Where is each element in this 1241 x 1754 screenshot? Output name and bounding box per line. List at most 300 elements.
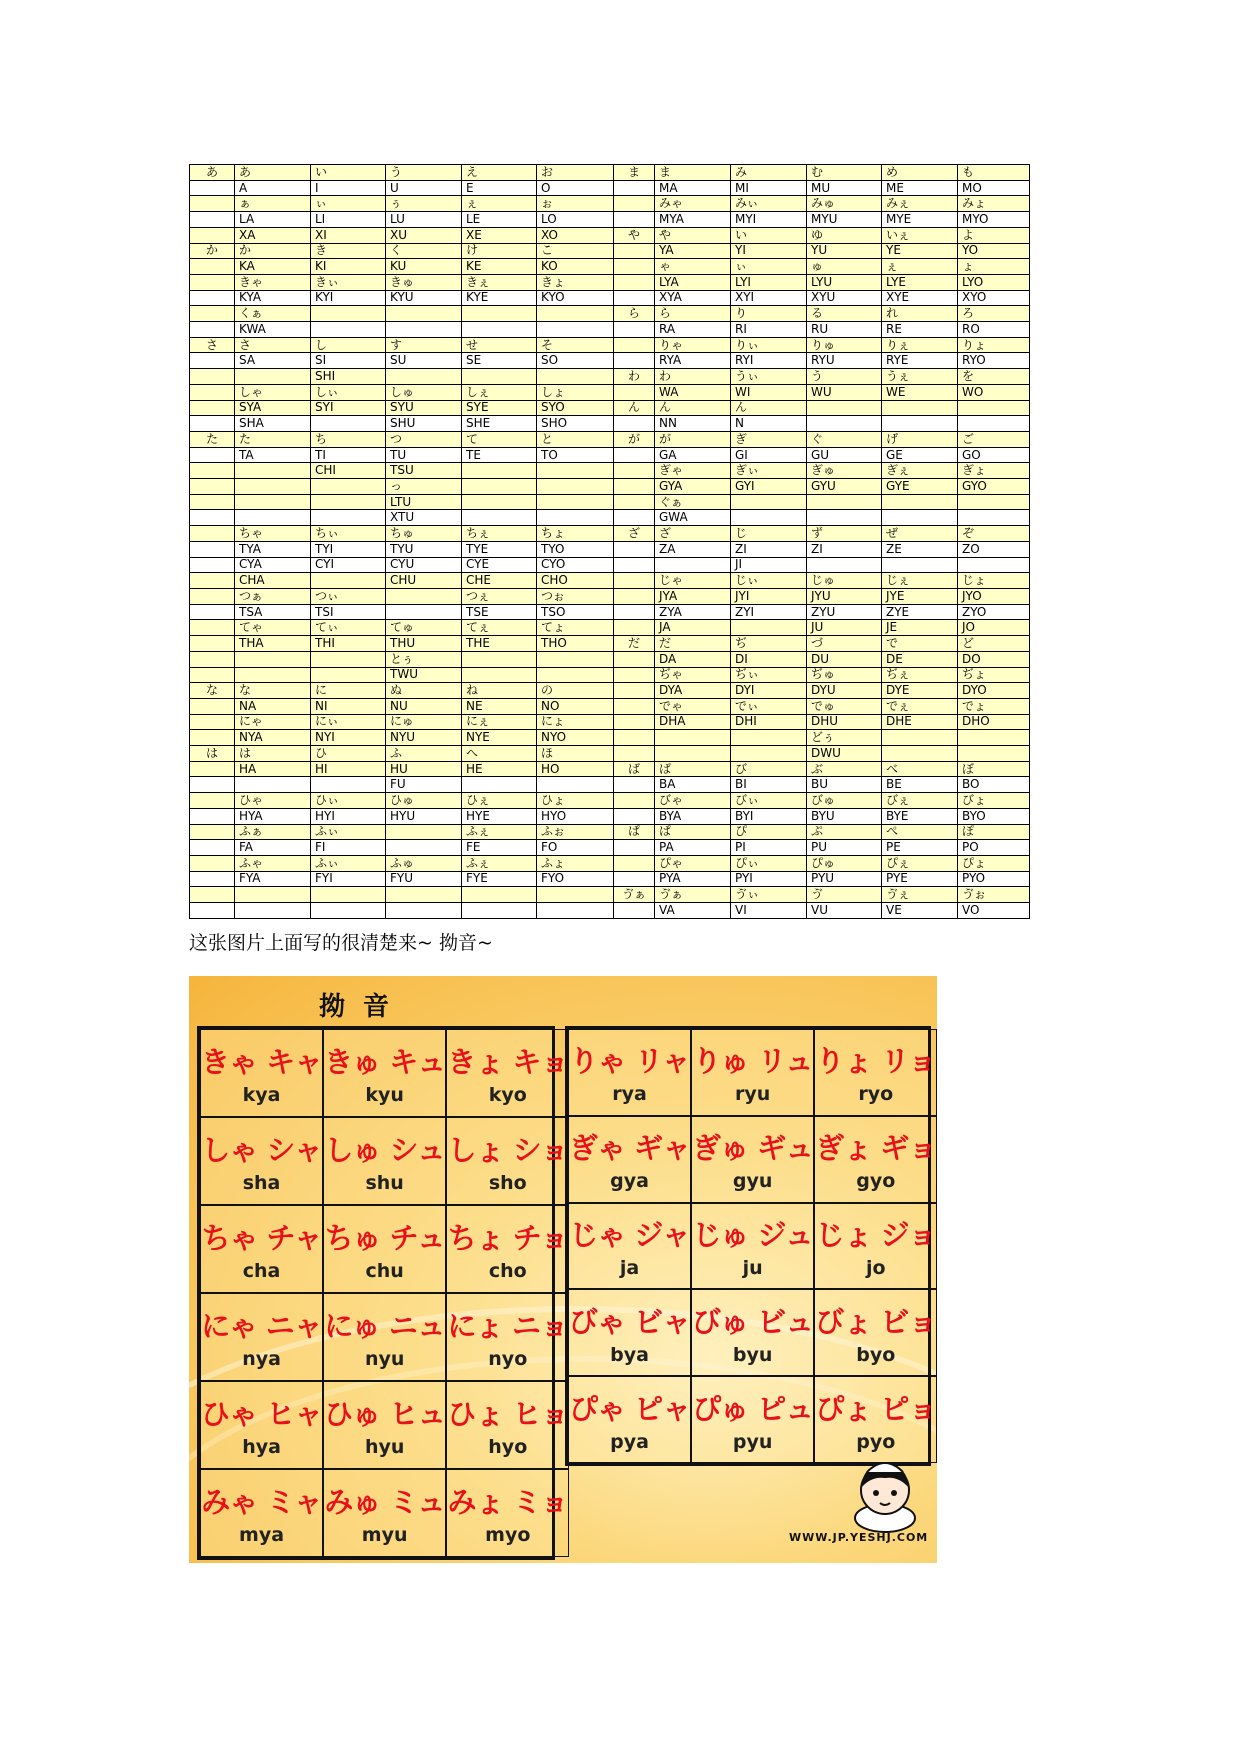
table-cell: XTU	[386, 510, 462, 526]
table-row	[190, 369, 1030, 385]
table-cell	[537, 479, 614, 495]
table-cell: NYU	[386, 730, 462, 746]
table-cell	[235, 887, 311, 903]
table-cell: GO	[958, 447, 1030, 463]
table-cell: ぢぇ	[882, 667, 958, 683]
table-cell: NI	[311, 698, 386, 714]
table-cell: THI	[311, 636, 386, 652]
youon-cell	[323, 1029, 446, 1117]
table-cell: に	[311, 683, 386, 699]
table-row	[190, 212, 1030, 228]
table-cell: せ	[462, 337, 537, 353]
table-cell	[537, 777, 614, 793]
table-cell: SA	[235, 353, 311, 369]
table-cell: KYE	[462, 290, 537, 306]
youon-kana: ひゃ ヒャ	[201, 1397, 323, 1431]
romaji-input-table	[189, 164, 1030, 919]
youon-cell	[200, 1293, 323, 1381]
table-cell: VO	[958, 903, 1030, 919]
row-group-label	[190, 384, 235, 400]
table-cell	[386, 824, 462, 840]
table-cell: ら	[655, 306, 731, 322]
table-cell	[235, 510, 311, 526]
table-cell: XI	[311, 227, 386, 243]
row-group-label	[190, 494, 235, 510]
table-cell: FU	[386, 777, 462, 793]
table-cell: BYI	[731, 808, 807, 824]
table-cell	[311, 494, 386, 510]
row-group-label: や	[614, 227, 655, 243]
table-cell: びゅ	[807, 793, 882, 809]
table-cell: GE	[882, 447, 958, 463]
table-cell: べ	[882, 761, 958, 777]
table-cell: FYE	[462, 871, 537, 887]
table-cell	[386, 887, 462, 903]
table-cell: そ	[537, 337, 614, 353]
table-cell: こ	[537, 243, 614, 259]
row-group-label	[190, 369, 235, 385]
table-cell: BA	[655, 777, 731, 793]
table-cell: N	[731, 416, 807, 432]
table-cell: ぅ	[386, 196, 462, 212]
table-cell: JA	[655, 620, 731, 636]
table-cell: HYA	[235, 808, 311, 824]
table-row	[190, 165, 1030, 181]
youon-cell	[568, 1116, 691, 1203]
table-cell	[882, 557, 958, 573]
table-cell: ゔ	[807, 887, 882, 903]
table-cell: NYE	[462, 730, 537, 746]
table-cell: みゃ	[655, 196, 731, 212]
table-cell: CYU	[386, 557, 462, 573]
table-cell	[386, 306, 462, 322]
row-group-label	[614, 871, 655, 887]
table-cell: にぇ	[462, 714, 537, 730]
row-group-label	[614, 290, 655, 306]
table-cell: SE	[462, 353, 537, 369]
youon-romaji: cho	[488, 1260, 527, 1282]
table-cell: ど	[958, 636, 1030, 652]
table-cell: DI	[731, 651, 807, 667]
youon-romaji: sho	[488, 1172, 527, 1194]
youon-cell	[446, 1029, 569, 1117]
table-cell: ひ	[311, 746, 386, 762]
row-group-label	[190, 322, 235, 338]
table-cell: THO	[537, 636, 614, 652]
youon-kana: りゃ リャ	[569, 1044, 690, 1079]
table-cell	[386, 588, 462, 604]
row-group-label	[614, 651, 655, 667]
table-cell: WU	[807, 384, 882, 400]
table-cell: き	[311, 243, 386, 259]
table-row	[190, 447, 1030, 463]
table-cell: HYE	[462, 808, 537, 824]
table-cell: あ	[235, 165, 311, 181]
table-cell: CHA	[235, 573, 311, 589]
table-cell: い	[311, 165, 386, 181]
row-group-label	[614, 479, 655, 495]
table-cell: ぎゃ	[655, 463, 731, 479]
table-cell: ぃ	[311, 196, 386, 212]
table-cell: TYI	[311, 541, 386, 557]
table-cell: GI	[731, 447, 807, 463]
youon-romaji: hyo	[488, 1436, 528, 1458]
table-row	[190, 824, 1030, 840]
row-group-label	[190, 887, 235, 903]
youon-cell	[568, 1289, 691, 1376]
youon-cell	[814, 1029, 937, 1116]
table-cell: ぞ	[958, 526, 1030, 542]
row-group-label	[190, 510, 235, 526]
table-row	[190, 180, 1030, 196]
youon-kana: きょ キョ	[447, 1045, 569, 1079]
row-group-label	[614, 447, 655, 463]
table-cell: TYA	[235, 541, 311, 557]
table-cell: ゔぉ	[958, 887, 1030, 903]
table-cell	[235, 777, 311, 793]
youon-cell	[691, 1376, 814, 1463]
table-cell: ほ	[537, 746, 614, 762]
table-cell	[311, 777, 386, 793]
table-cell	[386, 604, 462, 620]
table-cell: RO	[958, 322, 1030, 338]
table-cell: LTU	[386, 494, 462, 510]
table-cell: てゃ	[235, 620, 311, 636]
table-cell: I	[311, 180, 386, 196]
table-row	[190, 808, 1030, 824]
table-cell: TSO	[537, 604, 614, 620]
table-cell: つぁ	[235, 588, 311, 604]
youon-romaji: ryo	[858, 1083, 894, 1106]
row-group-label: ん	[614, 400, 655, 416]
table-row	[190, 730, 1030, 746]
table-cell: HU	[386, 761, 462, 777]
table-cell: ま	[655, 165, 731, 181]
table-row	[190, 290, 1030, 306]
table-cell: ZO	[958, 541, 1030, 557]
table-cell	[386, 903, 462, 919]
table-cell: RYU	[807, 353, 882, 369]
youon-kana: りょ リョ	[815, 1044, 936, 1079]
table-cell: NA	[235, 698, 311, 714]
table-cell	[462, 494, 537, 510]
table-cell: だ	[655, 636, 731, 652]
youon-cell	[814, 1376, 937, 1463]
table-cell: ぇ	[462, 196, 537, 212]
table-cell: じゅ	[807, 573, 882, 589]
mascot-icon	[849, 1458, 921, 1534]
table-cell	[311, 322, 386, 338]
table-cell: でゅ	[807, 698, 882, 714]
table-cell: ゔぃ	[731, 887, 807, 903]
table-cell: BYE	[882, 808, 958, 824]
table-cell: XYO	[958, 290, 1030, 306]
table-cell: YU	[807, 243, 882, 259]
table-cell	[537, 667, 614, 683]
table-cell: JYI	[731, 588, 807, 604]
table-cell: ZA	[655, 541, 731, 557]
table-cell: を	[958, 369, 1030, 385]
table-cell: KYI	[311, 290, 386, 306]
row-group-label	[190, 479, 235, 495]
row-group-label	[190, 463, 235, 479]
youon-kana: しゃ シャ	[201, 1133, 322, 1167]
table-cell: え	[462, 165, 537, 181]
youon-cell	[200, 1205, 323, 1293]
table-cell: にゅ	[386, 714, 462, 730]
table-cell: か	[235, 243, 311, 259]
row-group-label: ま	[614, 165, 655, 181]
table-cell: て	[462, 431, 537, 447]
table-cell: GYA	[655, 479, 731, 495]
table-cell	[958, 746, 1030, 762]
table-cell: ちぇ	[462, 526, 537, 542]
row-group-label	[190, 290, 235, 306]
table-cell	[537, 369, 614, 385]
table-cell: と	[537, 431, 614, 447]
table-cell: SO	[537, 353, 614, 369]
row-group-label	[190, 227, 235, 243]
table-cell: XYE	[882, 290, 958, 306]
table-cell: TSU	[386, 463, 462, 479]
table-cell: KYO	[537, 290, 614, 306]
table-cell	[386, 840, 462, 856]
youon-cell	[323, 1117, 446, 1205]
table-cell: わ	[655, 369, 731, 385]
table-cell: MYU	[807, 212, 882, 228]
table-cell: KU	[386, 259, 462, 275]
row-group-label	[190, 698, 235, 714]
table-cell: ZI	[807, 541, 882, 557]
table-cell: くぁ	[235, 306, 311, 322]
table-cell: ぢゃ	[655, 667, 731, 683]
youon-romaji: jo	[865, 1256, 886, 1279]
table-cell: GYO	[958, 479, 1030, 495]
youon-cell	[568, 1203, 691, 1290]
table-cell	[235, 494, 311, 510]
table-row	[190, 274, 1030, 290]
table-cell: う	[386, 165, 462, 181]
table-cell	[462, 651, 537, 667]
row-group-label	[190, 274, 235, 290]
youon-romaji: byu	[732, 1343, 773, 1366]
table-cell: BO	[958, 777, 1030, 793]
table-cell: BYA	[655, 808, 731, 824]
row-group-label	[190, 903, 235, 919]
table-cell: HYO	[537, 808, 614, 824]
table-cell	[882, 416, 958, 432]
youon-romaji: shu	[365, 1172, 404, 1194]
table-cell: ぎょ	[958, 463, 1030, 479]
row-group-label	[614, 259, 655, 275]
table-cell: び	[731, 761, 807, 777]
table-cell: ひぇ	[462, 793, 537, 809]
table-cell: U	[386, 180, 462, 196]
table-cell: TSA	[235, 604, 311, 620]
table-cell: きゃ	[235, 274, 311, 290]
table-cell: ちぃ	[311, 526, 386, 542]
table-cell: うぃ	[731, 369, 807, 385]
table-cell	[311, 573, 386, 589]
table-row	[190, 353, 1030, 369]
row-group-label: ぱ	[614, 824, 655, 840]
table-cell: RYA	[655, 353, 731, 369]
table-row	[190, 322, 1030, 338]
table-cell: く	[386, 243, 462, 259]
table-row	[190, 400, 1030, 416]
table-cell: SYI	[311, 400, 386, 416]
table-cell: NU	[386, 698, 462, 714]
table-cell: ぐ	[807, 431, 882, 447]
table-cell: にょ	[537, 714, 614, 730]
row-group-label: だ	[614, 636, 655, 652]
youon-kana: びゅ ビュ	[692, 1304, 814, 1339]
table-cell: XA	[235, 227, 311, 243]
table-cell: ょ	[958, 259, 1030, 275]
table-cell: SHE	[462, 416, 537, 432]
row-group-label	[614, 416, 655, 432]
row-group-label	[614, 683, 655, 699]
youon-kana: きゃ キャ	[201, 1045, 323, 1079]
table-cell: ZI	[731, 541, 807, 557]
youon-kana: ぴゃ ピャ	[569, 1391, 691, 1426]
table-cell: ぺ	[882, 824, 958, 840]
table-cell	[462, 667, 537, 683]
row-group-label: あ	[190, 165, 235, 181]
table-cell: の	[537, 683, 614, 699]
table-cell: DYA	[655, 683, 731, 699]
table-cell: BYO	[958, 808, 1030, 824]
table-cell: びぇ	[882, 793, 958, 809]
row-group-label	[614, 714, 655, 730]
table-cell: KWA	[235, 322, 311, 338]
table-cell: CHO	[537, 573, 614, 589]
table-cell: じぇ	[882, 573, 958, 589]
row-group-label	[614, 667, 655, 683]
table-row	[190, 887, 1030, 903]
youon-romaji: kyo	[488, 1084, 527, 1106]
table-cell: ぎぇ	[882, 463, 958, 479]
table-cell: LYO	[958, 274, 1030, 290]
row-group-label: な	[190, 683, 235, 699]
table-cell: CHI	[311, 463, 386, 479]
table-cell: KA	[235, 259, 311, 275]
row-group-label	[614, 510, 655, 526]
table-row	[190, 698, 1030, 714]
row-group-label	[190, 855, 235, 871]
youon-romaji: hyu	[364, 1436, 405, 1458]
table-cell: LA	[235, 212, 311, 228]
table-cell	[958, 494, 1030, 510]
table-cell: てぇ	[462, 620, 537, 636]
table-cell: ぢょ	[958, 667, 1030, 683]
table-cell: ぎ	[731, 431, 807, 447]
table-cell: びょ	[958, 793, 1030, 809]
table-cell: DHO	[958, 714, 1030, 730]
table-cell: FI	[311, 840, 386, 856]
table-cell: LYU	[807, 274, 882, 290]
table-cell: TWU	[386, 667, 462, 683]
table-cell: きぃ	[311, 274, 386, 290]
youon-kana: にょ ニョ	[447, 1309, 569, 1343]
row-group-label: た	[190, 431, 235, 447]
table-cell: ぬ	[386, 683, 462, 699]
table-cell: い	[731, 227, 807, 243]
table-cell: RYI	[731, 353, 807, 369]
table-cell	[462, 479, 537, 495]
table-row	[190, 196, 1030, 212]
youon-romaji: bya	[610, 1343, 649, 1366]
youon-cell	[814, 1116, 937, 1203]
table-cell: ひゃ	[235, 793, 311, 809]
table-cell: SHA	[235, 416, 311, 432]
row-group-label	[614, 384, 655, 400]
table-cell	[537, 651, 614, 667]
table-cell: FYU	[386, 871, 462, 887]
table-cell: NO	[537, 698, 614, 714]
table-cell: ぢゅ	[807, 667, 882, 683]
row-group-label	[190, 808, 235, 824]
row-group-label	[190, 604, 235, 620]
table-cell: CYA	[235, 557, 311, 573]
table-cell: へ	[462, 746, 537, 762]
table-cell: ZYA	[655, 604, 731, 620]
table-cell: ぶ	[807, 761, 882, 777]
table-cell: VI	[731, 903, 807, 919]
table-cell: ZYI	[731, 604, 807, 620]
table-cell: SYO	[537, 400, 614, 416]
table-cell: す	[386, 337, 462, 353]
table-cell: つぉ	[537, 588, 614, 604]
row-group-label	[190, 526, 235, 542]
table-cell	[537, 494, 614, 510]
table-cell: ひゅ	[386, 793, 462, 809]
table-cell	[731, 730, 807, 746]
row-group-label	[614, 337, 655, 353]
table-cell: PYU	[807, 871, 882, 887]
table-cell	[882, 730, 958, 746]
youon-kana: ぴゅ ピュ	[692, 1391, 814, 1426]
table-cell: HYI	[311, 808, 386, 824]
table-cell: CYO	[537, 557, 614, 573]
row-group-label	[190, 651, 235, 667]
table-cell	[958, 400, 1030, 416]
table-cell: XYU	[807, 290, 882, 306]
youon-title: 拗音	[319, 992, 408, 1022]
youon-romaji: sha	[242, 1172, 281, 1194]
row-group-label: さ	[190, 337, 235, 353]
table-cell: YI	[731, 243, 807, 259]
table-cell: RE	[882, 322, 958, 338]
table-cell: DU	[807, 651, 882, 667]
table-row	[190, 761, 1030, 777]
table-cell: TYU	[386, 541, 462, 557]
table-cell	[462, 463, 537, 479]
row-group-label: は	[190, 746, 235, 762]
table-cell: でぇ	[882, 698, 958, 714]
youon-romaji: mya	[239, 1524, 285, 1546]
youon-kana: ぎょ ギョ	[815, 1131, 937, 1166]
table-cell: SI	[311, 353, 386, 369]
table-cell: DE	[882, 651, 958, 667]
table-cell: THU	[386, 636, 462, 652]
table-cell: SU	[386, 353, 462, 369]
table-cell: ち	[311, 431, 386, 447]
table-cell	[311, 887, 386, 903]
youon-romaji: nya	[242, 1348, 281, 1370]
table-cell: NN	[655, 416, 731, 432]
table-cell: ろ	[958, 306, 1030, 322]
